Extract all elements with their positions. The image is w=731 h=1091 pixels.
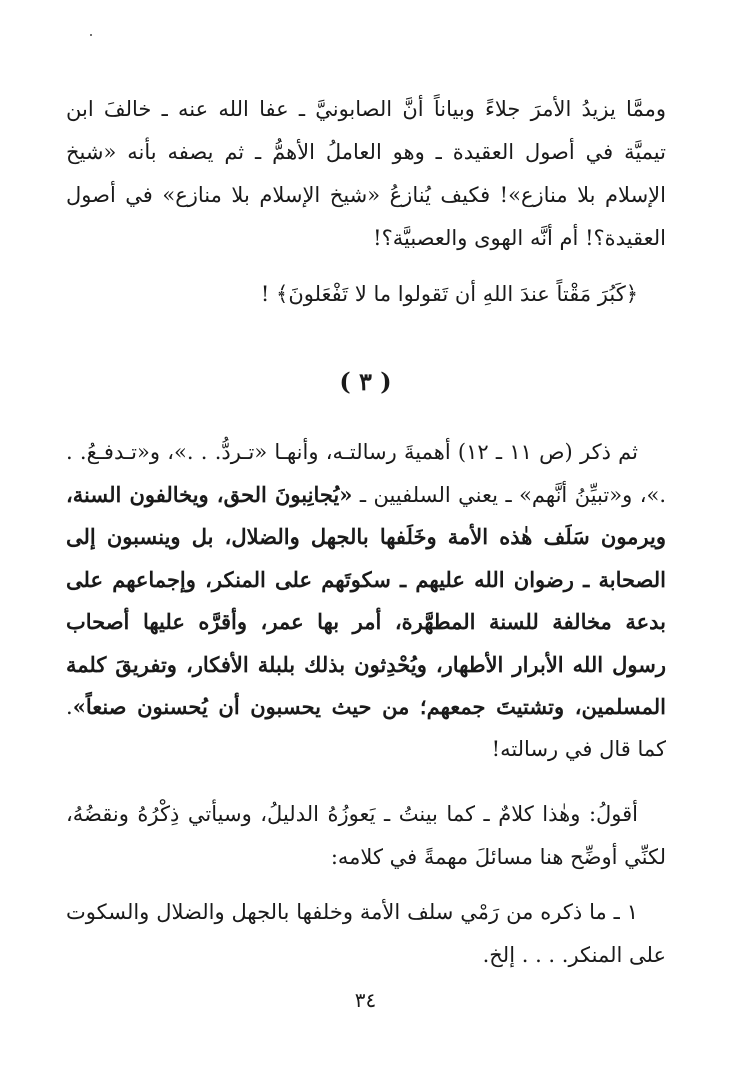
- paragraph-2-quote: «يُجانِبونَ الحق، ويخالفون السنة، ويرمون سَلَف هٰذه الأمة وخَلَفها بالجهل والضلال، بل وينسبون إلى الصحابة ـ رضوان الله عليهم ـ سكوتَهم على المنكر، وإجماعهم على بدعة مخالفة للسنة المطهَّرة، أمر بها عمر، وأقرَّه عليها أصحاب رسول الله الأبرار الأطهار، ويُحْدِثون بذلك بلبلة الأفكار، وتفريقَ كلمة المسلمين، وتشتيتَ جمعهم؛ من حيث يحسبون أن يُحسنون صنعاً»: [66, 481, 666, 719]
- page-speck: [90, 34, 92, 36]
- paragraph-4: [66, 891, 666, 977]
- paragraph-1-text: وممَّا يزيدُ الأمرَ جلاءً وبياناً أنَّ الصابونيَّ ـ عفا الله عنه ـ خالفَ ابن تيميَّة في أصول العقيدة ـ وهو العاملُ الأهمُّ ـ ثم يصفه بأنه «شيخ الإسلام بلا منازع»! فكيف يُنازعُ «شيخ الإسلام بلا منازع» في أصول العقيدة؟! أم أنَّه الهوى والعصبيَّة؟!: [66, 97, 666, 250]
- paragraph-3: [66, 793, 666, 879]
- paragraph-2: [66, 432, 666, 770]
- paragraph-1: [66, 88, 666, 260]
- paragraph-2-intro: ثم ذكر (ص ١١ ـ ١٢) أهميةَ رسالتـه، وأنهـا «تـردُّ. . .»، و«تـدفـعُ. . .»، و«تبيِّنُ أنَّهم» ـ يعني السلفيين ـ: [66, 440, 667, 507]
- paragraph-3-text: أقولُ: وهٰذا كلامٌ ـ كما بينتُ ـ يَعوزُهُ الدليلُ، وسيأتي ذِكْرُهُ ونقضُهُ، لكنِّي أوضِّح هنا مسائلَ مهمةً في كلامه:: [66, 802, 666, 869]
- paragraph-4-text: ١ ـ ما ذكره من رَمْي سلف الأمة وخلفها بالجهل والضلال والسكوت على المنكر. . . . إلخ.: [66, 900, 666, 967]
- section-number: ( ٣ ): [339, 367, 392, 396]
- page-number: ٣٤: [354, 988, 377, 1012]
- quran-verse-text: ﴿كَبُرَ مَقْتاً عندَ اللهِ أن تَقولوا ما لا تَفْعَلونَ﴾ !: [260, 282, 638, 306]
- quran-verse: [66, 273, 666, 316]
- paragraph-2-end: . كما قال في رسالته!: [66, 695, 666, 761]
